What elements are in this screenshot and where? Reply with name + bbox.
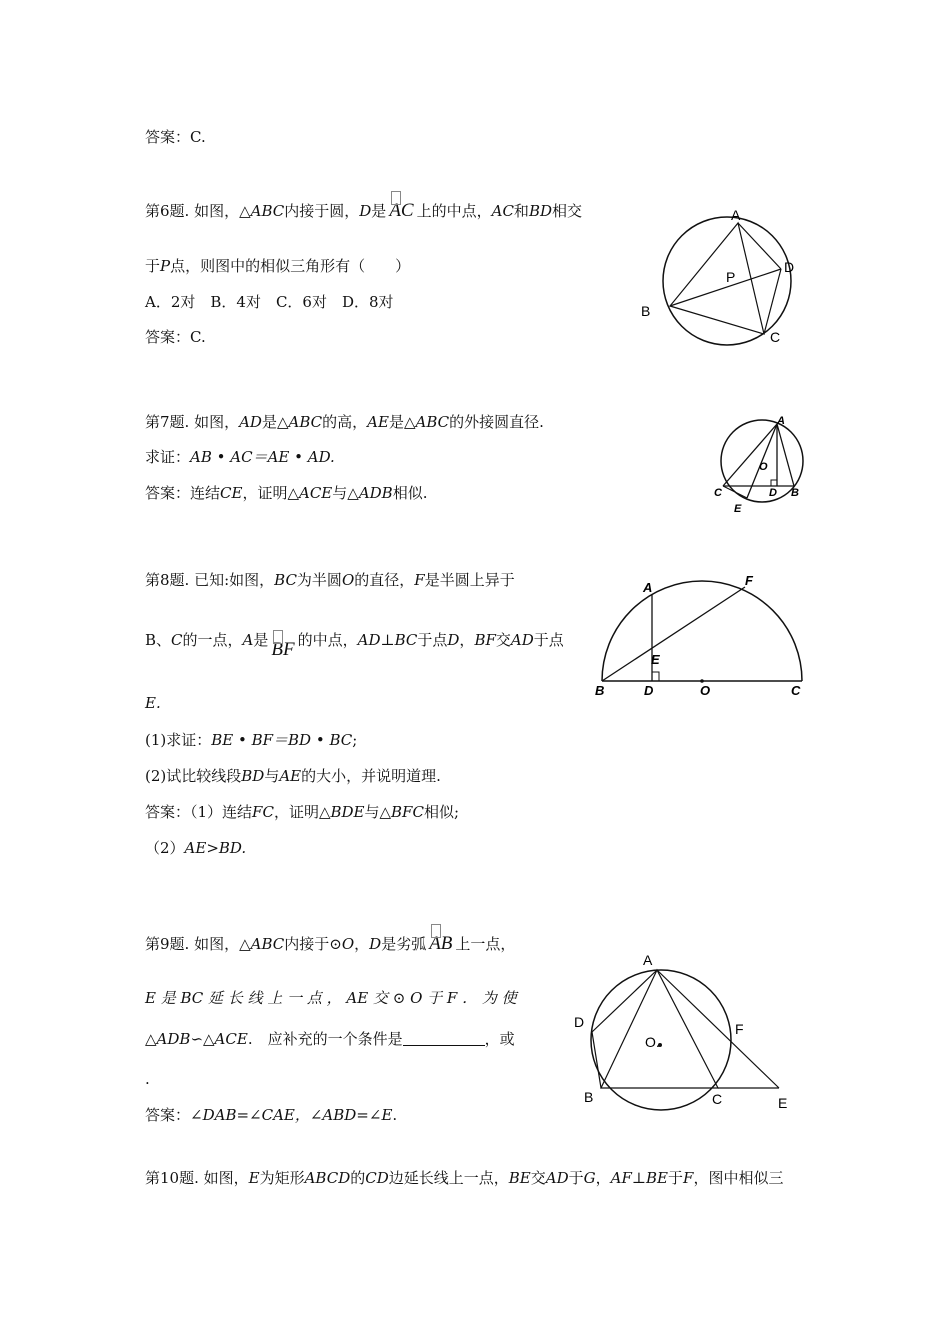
label-b: B [595,683,605,698]
question-9-answer: 答案：∠DAB=∠CAE，∠ABD=∠E. [145,1106,398,1124]
question-8-line-2: B、C的一点，A是 BF 的中点，AD⊥BC于点D，BF交AD于点 [145,631,564,660]
label-c: C [791,683,801,698]
question-6-options: A．2对 B．4对 C．6对 D．8对 [145,293,394,311]
question-9-line-2: E 是 BC 延 长 线 上 一 点 ， AE 交 ⊙ O 于 F ． 为 使 [145,989,517,1007]
label-e: E [651,652,660,667]
question-6-line-2: 于P点，则图中的相似三角形有（ ） [145,257,411,275]
label-f: F [745,573,753,588]
label-c: C [712,1091,723,1107]
answer-text: 答案：C. [145,128,206,146]
arc-symbol: AC [389,200,414,221]
figure-q9 [565,945,805,1120]
answer-blank [403,1031,485,1046]
label-a: A [731,207,741,223]
question-8-line-3: E. [145,694,161,712]
label-c: C [714,487,722,499]
label-c: C [770,329,781,345]
label-b: B [584,1089,594,1105]
label-a: A [643,580,653,595]
question-6-line-1: 第6题. 如图，△ABC内接于圆，D是 AC 上的中点，AC和BD相交 [145,200,583,221]
label-p: P [726,269,736,285]
figure-q6 [630,205,810,355]
question-9-line-1: 第9题. 如图，△ABC内接于⊙O，D是劣弧 AB 上一点， [145,933,516,954]
question-7-proof: 求证：AB • AC＝AE • AD. [145,448,335,466]
label-d: D [644,683,654,698]
label-o: O. [645,1034,660,1050]
label-b: B [641,303,651,319]
arc-symbol: BF [271,639,295,660]
label-o: O [759,461,768,473]
question-7-line-1: 第7题. 如图，AD是△ABC的高，AE是△ABC的外接圆直径. [145,413,544,431]
figure-q8 [590,570,815,705]
label-a: A [643,952,653,968]
question-8-line-1: 第8题. 已知:如图，BC为半圆O的直径，F是半圆上异于 [145,571,515,589]
question-8-part-2: (2)试比较线段BD与AE的大小，并说明道理. [145,767,441,785]
question-8-answer-1: 答案：（1）连结FC，证明△BDE与△BFC相似; [145,803,460,821]
label-b: B [791,487,799,499]
question-9-line-3: △ADB∽△ACE. 应补充的一个条件是 ，或 [145,1030,515,1048]
label-e: E [778,1095,788,1111]
label-o: O [700,683,711,698]
question-8-part-1: (1)求证：BE • BF＝BD • BC; [145,731,358,749]
label-d: D [784,259,795,275]
label-e: E [734,503,742,515]
label-f: F [735,1021,744,1037]
figure-q7 [705,412,825,522]
label-d: D [574,1014,585,1030]
question-10-line-1: 第10题. 如图，E为矩形ABCD的CD边延长线上一点，BE交AD于G，AF⊥BE于F，图中相似三 [145,1169,784,1187]
question-9-line-4: . [145,1070,150,1088]
question-7-answer: 答案：连结CE，证明△ACE与△ADB相似. [145,484,428,502]
label-d: D [769,487,777,499]
question-6-answer: 答案：C. [145,328,206,346]
label-a: A [777,415,785,427]
arc-symbol: AB [429,933,453,954]
question-8-answer-2: （2）AE>BD. [145,839,247,857]
